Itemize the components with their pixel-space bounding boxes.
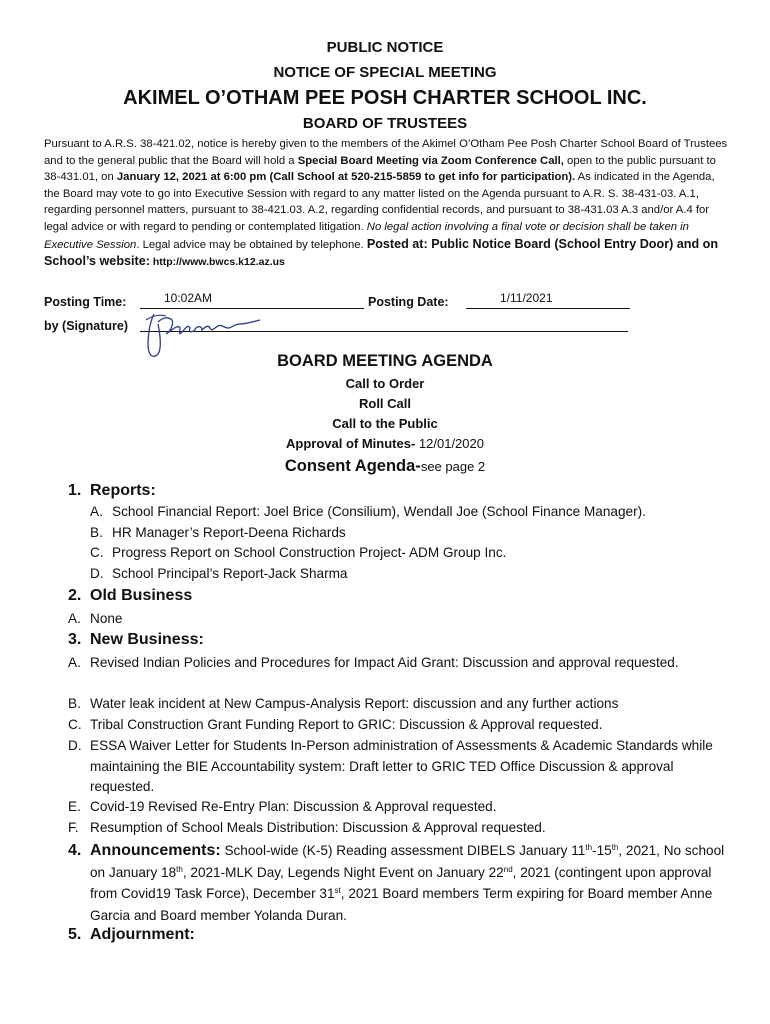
announcement-text: School-wide (K-5) Reading assessment DIBELS January 11 [220,843,586,858]
item-text: Tribal Construction Grant Funding Report to GRIC: Discussion & Approval requested. [90,717,603,732]
section-title: Adjournment: [90,926,195,943]
notice-bold-1: Special Board Meeting via Zoom Conference Call, [297,154,564,167]
announcement-text: , 2021 (contingent upon approval from Covid19 Task Force), December 31 [90,864,712,901]
item-letter: C. [90,545,104,560]
section-title: Announcements: [90,842,221,859]
board-heading: BOARD OF TRUSTEES [302,115,468,132]
posted-at: Posted at: Public Notice Board (School Entry Door) and on School’s website: [44,236,719,269]
minutes-label: Approval of Minutes- [286,436,416,451]
item-text: School Principal’s Report-Jack Sharma [112,566,348,581]
list-item [68,609,123,630]
section-title: New Business: [90,631,204,648]
item-letter: A. [90,504,103,519]
agenda-title: BOARD MEETING AGENDA [277,352,493,370]
new-business-heading [68,631,204,649]
item-text: School Financial Report: Joel Brice (Consilium), Wendall Joe (School Finance Manager). [112,504,646,519]
item-letter: E. [68,799,81,814]
item-text: Progress Report on School Construction Project- ADM Group Inc. [112,545,507,560]
notice-text-3: As indicated in the Agenda, the Board may vote to go into Executive Session with regard to any matter listed on the Agenda pursuant to A.R. S. 38-431-03. A.1, regarding personnel matters, pursuant to 38-421.03. A.2, regarding confidential records, and pursuant to 38-431.03 A.3 and/or A.4 for legal advice or with regard to pending or contemplated litigation. [44,171,715,233]
reports-heading [68,482,156,500]
adjournment-heading [68,926,195,944]
school-name-heading: AKIMEL O’OTHAM PEE POSH CHARTER SCHOOL INC. [123,87,647,109]
special-meeting-heading: NOTICE OF SPECIAL MEETING [273,64,497,81]
item-text: HR Manager’s Report-Deena Richards [112,525,346,540]
item-letter: A. [68,655,81,670]
item-text: Covid-19 Revised Re-Entry Plan: Discussion & Approval requested. [90,799,497,814]
item-letter: B. [68,696,81,711]
announcements-section [68,840,728,926]
item-letter: D. [68,738,82,753]
old-business-heading [68,587,192,605]
consent-agenda [0,457,770,476]
item-letter: F. [68,820,79,835]
list-item [90,523,346,544]
section-number: 4. [68,842,82,859]
posting-time-label: Posting Time: [44,295,127,309]
section-number: 5. [68,926,82,943]
public-notice-heading: PUBLIC NOTICE [326,39,444,56]
notice-text-4: . Legal advice may be obtained by telephone. [136,238,367,251]
posting-date-label: Posting Date: [368,295,449,309]
notice-bold-2: January 12, 2021 at 6:00 pm (Call School at 520-215-5859 to get info for participation). [116,171,576,184]
list-item [68,736,728,798]
item-text: ESSA Waiver Letter for Students In-Person administration of Assessments & Academic Standards while maintaining the BIE Accountability system: Draft letter to GRIC TED Office Discussion & approval requested. [90,738,713,794]
list-item [68,715,728,736]
notice-text-1: Pursuant to A.R.S. 38-421.02, notice is hereby given to the members of the Akimel O’Otham Pee Posh Charter School Board of Trustees and to the general public that the Board will hold a [44,138,728,167]
website-url: http://www.bwcs.k12.az.us [149,256,285,269]
list-item [90,564,347,585]
list-item [68,797,728,818]
posting-time-value: 10:02AM [164,291,213,305]
list-item [90,543,506,564]
consent-label: Consent Agenda- [284,457,421,475]
call-to-public: Call to the Public [332,416,438,431]
announcement-text: -15 [592,843,612,858]
item-text: Resumption of School Meals Distribution: Discussion & Approval requested. [90,820,546,835]
notice-paragraph [44,136,732,271]
ordinal-suffix: th [585,843,593,852]
section-title: Reports: [90,482,156,499]
minutes-date: 12/01/2020 [415,436,484,451]
announcement-text: , 2021, No school on January 18 [90,843,725,880]
notice-italic: No legal action involving a final vote or decision shall be taken in Executive Session [44,220,689,251]
list-item [90,502,646,523]
item-text: None [90,611,123,626]
item-letter: C. [68,717,82,732]
announcement-text: , 2021 Board members Term expiring for Board member Anne Garcia and Board member Yolanda Duran. [90,886,713,923]
section-number: 1. [68,482,82,499]
ordinal-suffix: th [176,864,183,874]
signature-label: by (Signature) [44,319,129,333]
section-number: 3. [68,631,82,648]
section-number: 2. [68,587,82,604]
ordinal-suffix: th [611,843,619,852]
announcement-text: , 2021-MLK Day, Legends Night Event on January 22 [182,864,504,880]
item-text: Water leak incident at New Campus-Analysis Report: discussion and any further actions [90,696,619,711]
roll-call: Roll Call [358,396,411,411]
notice-text-2: open to the public pursuant to 38-431.01, on [44,154,716,184]
item-text: Revised Indian Policies and Procedures for Impact Aid Grant: Discussion and approval requested. [90,655,679,670]
item-letter: D. [90,566,104,581]
consent-note: see page 2 [420,459,486,474]
item-letter: A. [68,611,81,626]
approval-of-minutes [0,436,770,451]
call-to-order: Call to Order [345,376,425,391]
list-item [68,818,728,839]
item-letter: B. [90,525,103,540]
list-item [68,694,728,715]
posting-date-value: 1/11/2021 [500,291,553,305]
ordinal-suffix: st [334,886,341,895]
section-title: Old Business [90,587,193,604]
ordinal-suffix: nd [503,864,513,874]
list-item [68,653,728,674]
